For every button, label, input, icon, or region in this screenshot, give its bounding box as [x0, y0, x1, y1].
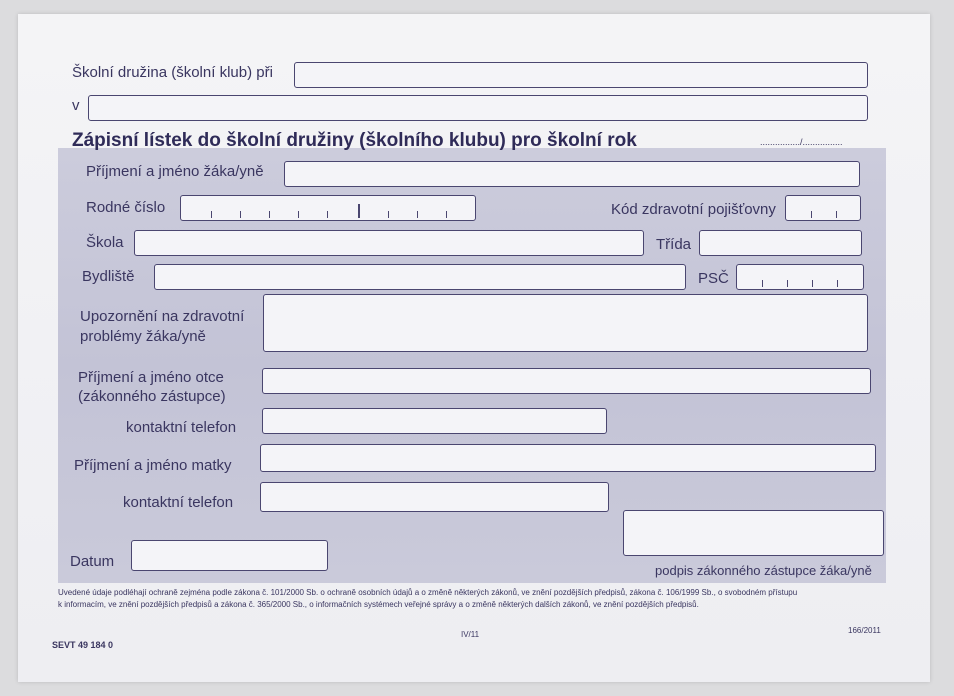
pupil-name-label: Příjmení a jméno žáka/yně [86, 163, 264, 180]
birth-number-label: Rodné číslo [86, 199, 166, 216]
signature-label: podpis zákonného zástupce žáka/yně [655, 563, 872, 578]
father-name-label-line2: (zákonného zástupce) [78, 388, 226, 405]
health-label-line1: Upozornění na zdravotní [80, 308, 245, 325]
form-code: SEVT 49 184 0 [52, 640, 114, 650]
class-field[interactable] [699, 230, 862, 256]
legal-notice-line2: k informacím, ve znění pozdějších předpisů a zákona č. 365/2000 Sb., o informačních systémech veřejné správy a o změně některých dalších zákonů, ve znění pozdějších předpisů. [58, 600, 699, 609]
health-problems-field[interactable] [263, 294, 868, 352]
mother-name-label: Příjmení a jméno matky [74, 457, 232, 474]
mother-phone-label: kontaktní telefon [123, 494, 234, 511]
birth-number-field[interactable] [180, 195, 476, 221]
insurance-code-label: Kód zdravotní pojišťovny [611, 201, 776, 218]
school-label: Škola [86, 234, 124, 251]
school-club-label: Školní družina (školní klub) při [72, 64, 273, 81]
school-club-field[interactable] [294, 62, 868, 88]
postal-code-field[interactable] [736, 264, 864, 290]
date-field[interactable] [131, 540, 328, 571]
form-title: Zápisní lístek do školní družiny (školního klubu) pro školní rok [72, 130, 637, 151]
date-label: Datum [70, 553, 115, 570]
father-name-label-line1: Příjmení a jméno otce [78, 369, 224, 386]
year-code: 166/2011 [848, 626, 881, 635]
signature-field[interactable] [623, 510, 884, 556]
mother-phone-field[interactable] [260, 482, 609, 512]
father-name-field[interactable] [262, 368, 871, 394]
location-field[interactable] [88, 95, 868, 121]
pupil-name-field[interactable] [284, 161, 860, 187]
insurance-code-field[interactable] [785, 195, 861, 221]
school-year-field[interactable]: ................/................ [760, 137, 843, 147]
edition-code: IV/11 [461, 630, 480, 639]
father-phone-label: kontaktní telefon [126, 419, 237, 436]
postal-code-label: PSČ [698, 270, 729, 287]
legal-notice-line1: Uvedené údaje podléhají ochraně zejména podle zákona č. 101/2000 Sb. o ochraně osobních údajů a o změně některých zákonů, ve znění pozdějších předpisů, zákona č. 106/1999 Sb., o svobodném přístupu [58, 588, 798, 597]
class-label: Třída [656, 236, 692, 253]
residence-label: Bydliště [82, 268, 135, 285]
mother-name-field[interactable] [260, 444, 876, 472]
father-phone-field[interactable] [262, 408, 607, 434]
school-field[interactable] [134, 230, 644, 256]
location-label: v [72, 97, 80, 114]
residence-field[interactable] [154, 264, 686, 290]
health-label-line2: problémy žáka/yně [80, 328, 206, 345]
